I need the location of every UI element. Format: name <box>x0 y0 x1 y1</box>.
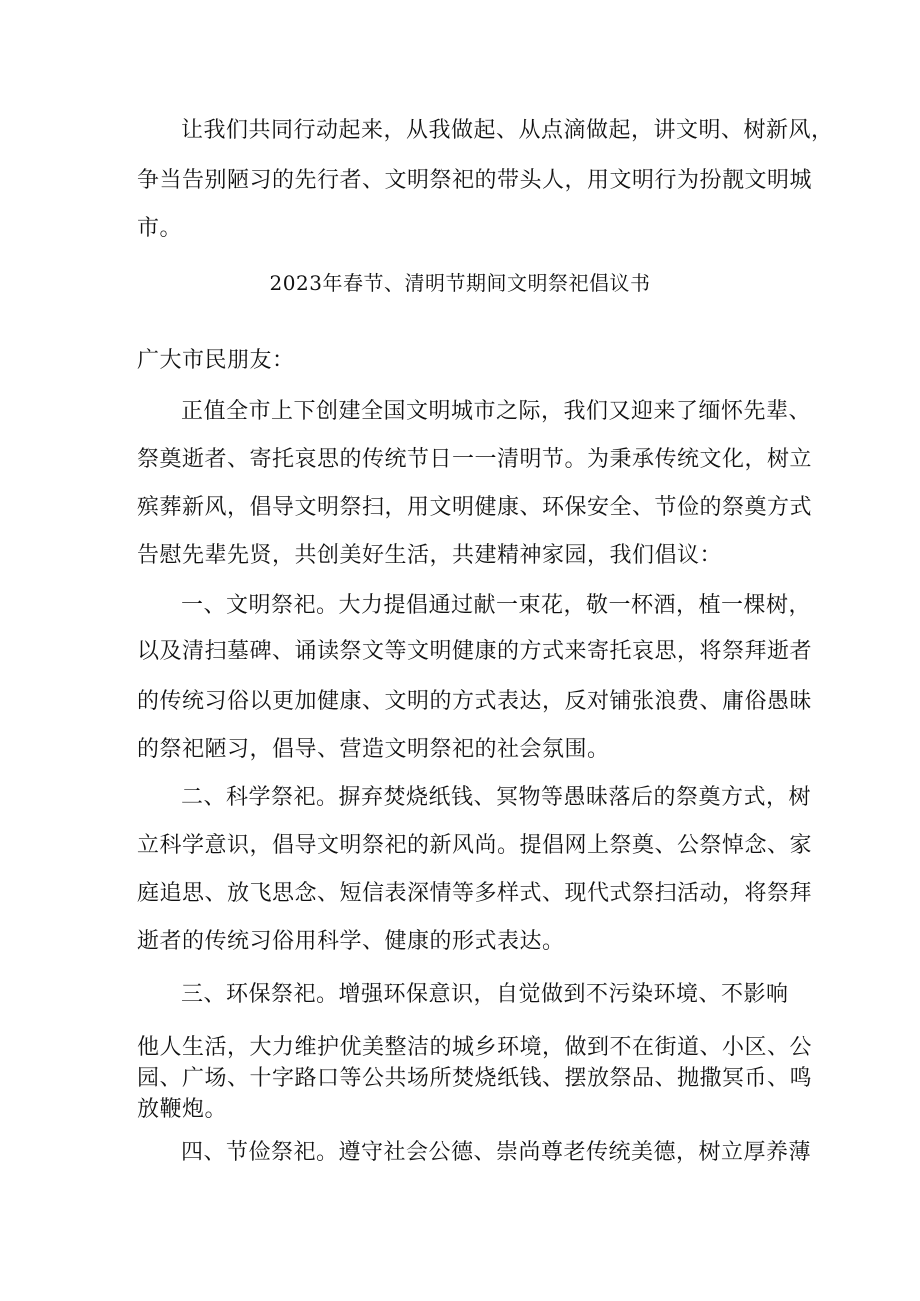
salutation: 广大市民朋友： <box>137 348 295 373</box>
text-line: 四、节俭祭祀。遵守社会公德、崇尚尊老传统美德，树立厚养薄 <box>181 1140 812 1165</box>
text-line: 以及清扫墓碑、诵读祭文等文明健康的方式来寄托哀思，将祭拜逝者 <box>137 639 813 664</box>
text-line: 殡葬新风，倡导文明祭扫，用文明健康、环保安全、节俭的祭奠方式 <box>137 495 813 520</box>
text-line: 园、广场、十字路口等公共场所焚烧纸钱、摆放祭品、抛撒冥币、鸣 <box>137 1066 813 1091</box>
text-line: 的祭祀陋习，倡导、营造文明祭祀的社会氛围。 <box>137 737 610 762</box>
text-line: 逝者的传统习俗用科学、健康的形式表达。 <box>137 929 565 954</box>
text-line: 一、文明祭祀。大力提倡通过献一束花，敬一杯酒，植一棵树， <box>181 593 812 618</box>
text-line: 二、科学祭祀。摒弃焚烧纸钱、冥物等愚昧落后的祭奠方式，树 <box>181 785 812 810</box>
text-line: 让我们共同行动起来，从我做起、从点滴做起，讲文明、树新风， <box>181 118 834 143</box>
text-line: 市。 <box>137 216 183 241</box>
text-line: 争当告别陋习的先行者、文明祭祀的带头人，用文明行为扮靓文明城 <box>137 168 813 193</box>
text-line: 的传统习俗以更加健康、文明的方式表达，反对铺张浪费、庸俗愚昧 <box>137 689 813 714</box>
text-line: 正值全市上下创建全国文明城市之际，我们又迎来了缅怀先辈、 <box>181 399 812 424</box>
text-line: 庭追思、放飞思念、短信表深情等多样式、现代式祭扫活动，将祭拜 <box>137 881 813 906</box>
text-line: 告慰先辈先贤，共创美好生活，共建精神家园，我们倡议： <box>137 543 723 568</box>
text-line: 祭奠逝者、寄托哀思的传统节日一一清明节。为秉承传统文化，树立 <box>137 447 813 472</box>
document-title: 2023年春节、清明节期间文明祭祀倡议书 <box>269 271 651 295</box>
text-line: 放鞭炮。 <box>137 1097 228 1122</box>
text-line: 三、环保祭祀。增强环保意识，自觉做到不污染环境、不影响 <box>181 982 789 1007</box>
text-line: 立科学意识，倡导文明祭祀的新风尚。提倡网上祭奠、公祭悼念、家 <box>137 833 813 858</box>
text-line: 他人生活，大力维护优美整洁的城乡环境，做到不在街道、小区、公 <box>137 1035 813 1060</box>
